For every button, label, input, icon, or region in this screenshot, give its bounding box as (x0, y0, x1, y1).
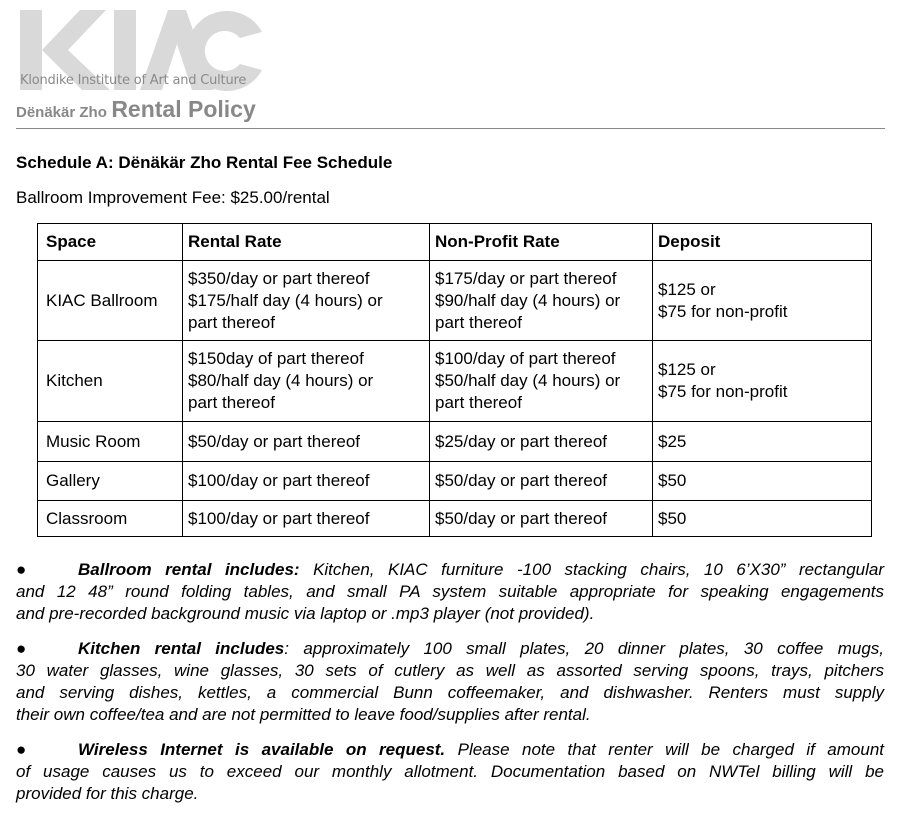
cell: $50/day or part thereof (430, 462, 653, 501)
cell: $25/day or part thereof (430, 422, 653, 462)
fee-table (37, 223, 872, 537)
bullet-icon: ● (16, 639, 27, 658)
kitchen-includes: ● Kitchen rental includes: approximately 100 small plates, 20 dinner plates, 30 coffee mugs, 30 water glasses, wine glasses, 30 sets of cutlery as well as assorted serving spoons, trays, pitchers and serving dishes, kettles, a commercial Bunn coffeemaker, and dishwasher. Renters must supply their own coffee/tea and are not permitted to leave food/supplies after rental. (16, 639, 884, 724)
cell: $50 (653, 501, 872, 537)
cell: $125 or $75 for non-profit (653, 261, 872, 341)
cell: Music Room (38, 422, 183, 462)
cell: Classroom (38, 501, 183, 537)
cell: $50/day or part thereof (183, 422, 430, 462)
table-header (38, 224, 872, 261)
cell: KIAC Ballroom (38, 261, 183, 341)
cell: $100/day or part thereof (183, 462, 430, 501)
cell: $150day of part thereof $80/half day (4 hours) or part thereof (183, 341, 430, 422)
col-rental-rate: Rental Rate (183, 224, 430, 261)
schedule-title: Schedule A: Dënäkär Zho Rental Fee Schedule (16, 153, 393, 172)
table-row (38, 422, 872, 462)
cell: $125 or $75 for non-profit (653, 341, 872, 422)
col-deposit: Deposit (653, 224, 872, 261)
cell: $350/day or part thereof $175/half day (4 hours) or part thereof (183, 261, 430, 341)
cell: $100/day or part thereof (183, 501, 430, 537)
table-row (38, 341, 872, 422)
cell: Gallery (38, 462, 183, 501)
divider (16, 128, 885, 129)
col-space: Space (38, 224, 183, 261)
col-nonprofit-rate: Non-Profit Rate (430, 224, 653, 261)
table-row (38, 462, 872, 501)
cell: Kitchen (38, 341, 183, 422)
bullet-icon: ● (16, 740, 27, 759)
table-row (38, 261, 872, 341)
cell: $25 (653, 422, 872, 462)
wireless-note: ● Wireless Internet is available on request. Please note that renter will be charged if amount of usage causes us to exceed our monthly allotment. Documentation based on NWTel billing will be provided for this charge. (16, 740, 885, 803)
cell: $100/day of part thereof $50/half day (4 hours) or part thereof (430, 341, 653, 422)
cell: $175/day or part thereof $90/half day (4 hours) or part thereof (430, 261, 653, 341)
bullet-icon: ● (16, 560, 27, 579)
improvement-fee: Ballroom Improvement Fee: $25.00/rental (16, 188, 330, 207)
ballroom-includes: ● Ballroom rental includes: Kitchen, KIAC furniture -100 stacking chairs, 10 6’X30” rectangular and 12 48” round folding tables, and small PA system suitable appropriate for speaking engagements and pre-recorded background music via laptop or .mp3 player (not provided). (16, 560, 884, 623)
cell: $50/day or part thereof (430, 501, 653, 537)
table-row (38, 501, 872, 537)
cell: $50 (653, 462, 872, 501)
page-title: Dënäkär Zho Rental Policy (16, 96, 256, 122)
org-name: Klondike Institute of Art and Culture (20, 73, 247, 88)
